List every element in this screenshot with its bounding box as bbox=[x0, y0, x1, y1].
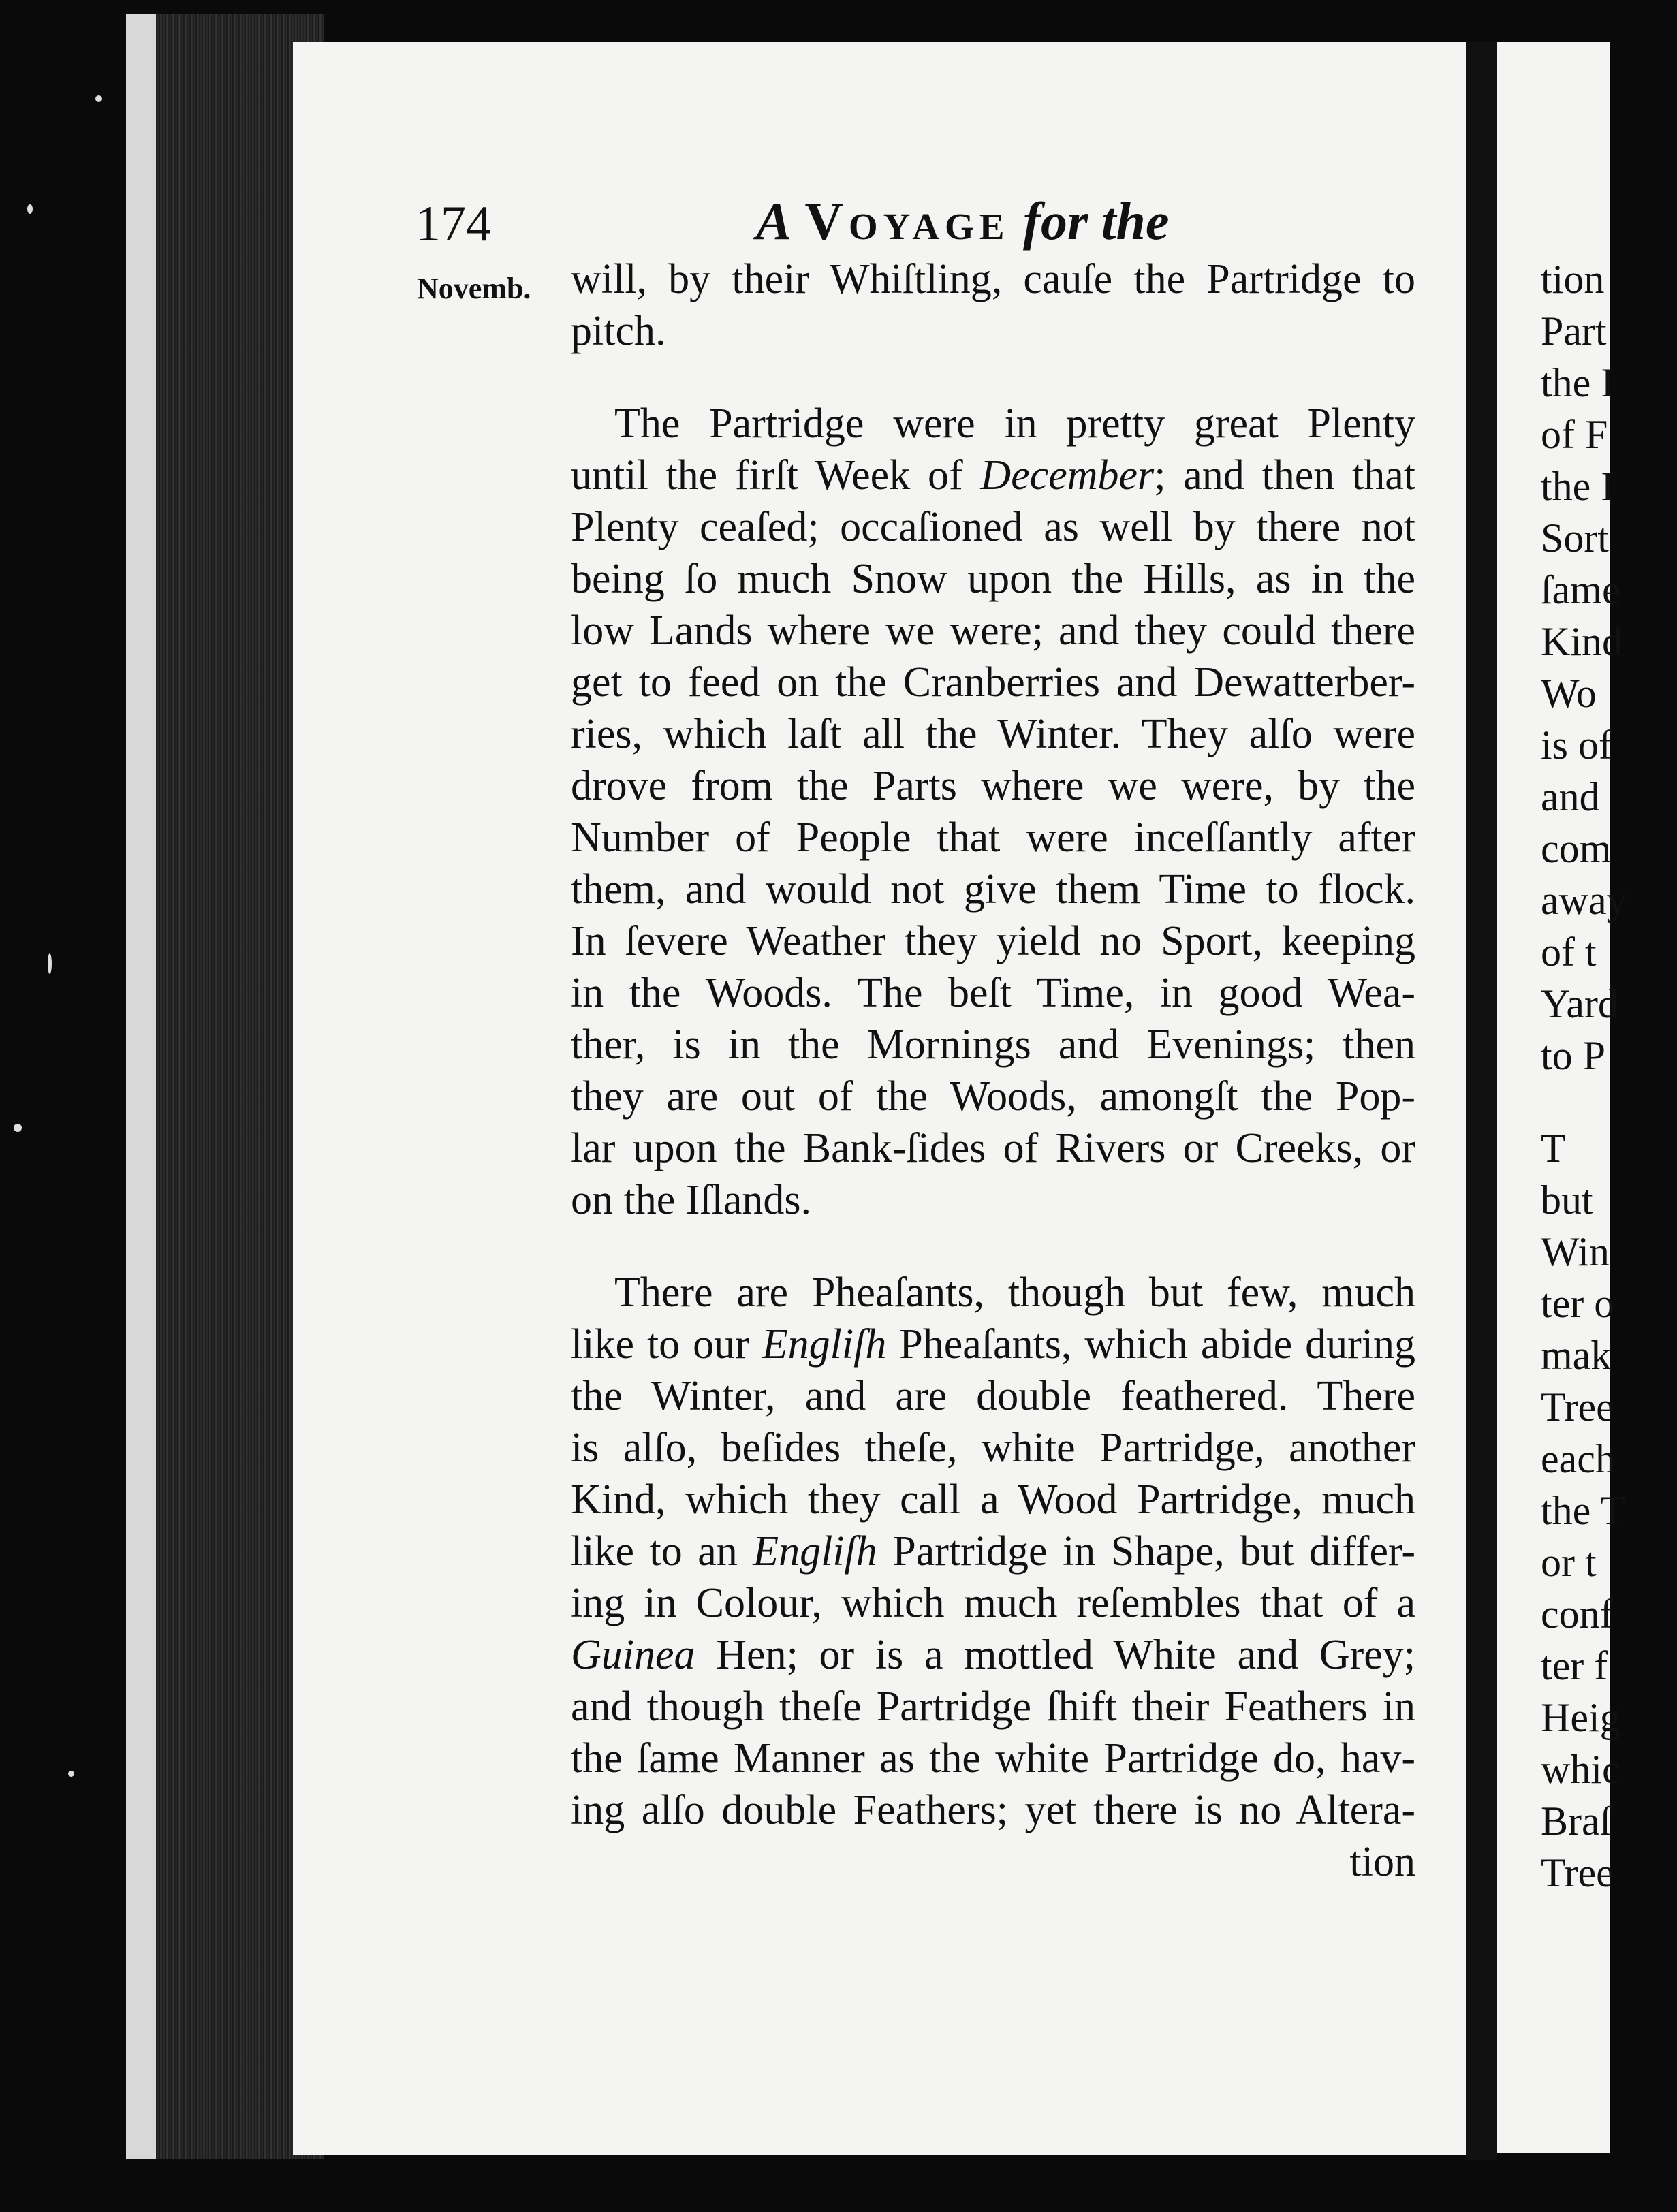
scan-speck bbox=[48, 953, 52, 974]
right-page-line: com bbox=[1541, 826, 1612, 871]
right-page-line: Braſ bbox=[1541, 1799, 1612, 1844]
paragraph-gap bbox=[571, 1226, 1415, 1267]
marginal-date-note: Novemb. bbox=[417, 272, 531, 305]
text-line: will, by their Whiſtling, cauſe the Partridge to bbox=[571, 256, 1415, 302]
right-page-line: ter o bbox=[1541, 1281, 1615, 1326]
running-title-main: Voyage bbox=[804, 191, 1010, 251]
right-page-line: and bbox=[1541, 774, 1600, 819]
right-page-line: Tree bbox=[1541, 1385, 1614, 1429]
text-line: the ſame Manner as the white Partridge do, hav- bbox=[571, 1735, 1415, 1782]
right-page-line: the T bbox=[1541, 1488, 1625, 1533]
right-page-line: T bbox=[1541, 1126, 1566, 1171]
right-page-line: Sort bbox=[1541, 516, 1610, 560]
body-text bbox=[571, 253, 1415, 1888]
right-page-line: Win bbox=[1541, 1229, 1610, 1274]
text-line: until the firſt Week of December; and then that bbox=[571, 452, 1415, 499]
right-page-line: the I bbox=[1541, 360, 1615, 405]
right-page-line: each bbox=[1541, 1436, 1616, 1481]
text-line: ther, is in the Mornings and Evenings; then bbox=[571, 1022, 1415, 1068]
right-page-line: conf bbox=[1541, 1592, 1614, 1637]
running-head bbox=[416, 178, 1437, 260]
text-line: The Partridge were in pretty great Plenty bbox=[614, 400, 1415, 447]
text-line: Guinea Hen; or is a mottled White and Grey; bbox=[571, 1632, 1415, 1678]
book-edge-strip bbox=[126, 14, 156, 2159]
text-line: ing in Colour, which much reſembles that of a bbox=[571, 1580, 1415, 1626]
right-page-line: is of bbox=[1541, 723, 1612, 768]
running-title-prefix: A bbox=[756, 191, 792, 251]
text-line: In ſevere Weather they yield no Sport, keeping bbox=[571, 918, 1415, 964]
text-line: they are out of the Woods, amongſt the Pop- bbox=[571, 1073, 1415, 1120]
right-page-line: Heig bbox=[1541, 1695, 1620, 1740]
right-page-line: or t bbox=[1541, 1540, 1597, 1585]
right-page-line: Kind bbox=[1541, 619, 1623, 664]
text-line: like to an Engliſh Partridge in Shape, but differ- bbox=[571, 1528, 1416, 1575]
text-line: drove from the Parts where we were, by the bbox=[571, 763, 1415, 809]
right-page-line: Part bbox=[1541, 309, 1607, 353]
text-line: is alſo, beſides theſe, white Partridge, another bbox=[571, 1425, 1415, 1471]
right-page-line: Tree bbox=[1541, 1850, 1614, 1895]
right-page-line: of F bbox=[1541, 412, 1608, 457]
text-line: ing alſo double Feathers; yet there is no Altera- bbox=[571, 1787, 1415, 1833]
text-line: like to our Engliſh Pheaſants, which abide during bbox=[571, 1321, 1415, 1368]
text-line: There are Pheaſants, though but few, much bbox=[614, 1269, 1415, 1316]
right-page-text bbox=[1541, 253, 1677, 1899]
right-page-line: ſame bbox=[1541, 567, 1620, 612]
text-line: Plenty ceaſed; occaſioned as well by there not bbox=[571, 504, 1415, 550]
paragraph-gap bbox=[1541, 1081, 1677, 1122]
right-page-line: ter f bbox=[1541, 1643, 1608, 1688]
page-number: 174 bbox=[416, 196, 491, 252]
scan-speck bbox=[14, 1124, 22, 1132]
right-page-line: Yard bbox=[1541, 981, 1618, 1026]
running-title bbox=[756, 191, 1170, 251]
right-page-line: mak bbox=[1541, 1333, 1612, 1378]
text-line: Kind, which they call a Wood Partridge, much bbox=[571, 1476, 1415, 1523]
text-line: being ſo much Snow upon the Hills, as in the bbox=[571, 556, 1415, 602]
text-line: low Lands where we were; and they could there bbox=[571, 607, 1415, 654]
text-line: on the Iſlands. bbox=[571, 1177, 811, 1223]
right-page-line: away bbox=[1541, 878, 1627, 923]
right-page-line: the I bbox=[1541, 464, 1615, 509]
book-gutter bbox=[1466, 42, 1497, 2160]
running-title-suffix: for the bbox=[1023, 191, 1170, 251]
text-line: and though theſe Partridge ſhift their Feathers in bbox=[571, 1684, 1415, 1730]
text-line: pitch. bbox=[571, 308, 666, 354]
right-page-line: Wo bbox=[1541, 671, 1597, 716]
right-page-line: whic bbox=[1541, 1747, 1620, 1792]
paragraph-gap bbox=[571, 357, 1415, 398]
text-line: in the Woods. The beſt Time, in good Wea- bbox=[571, 970, 1415, 1016]
right-page-line: to P bbox=[1541, 1033, 1606, 1078]
text-line: get to feed on the Cranberries and Dewatterber- bbox=[571, 659, 1415, 706]
right-page-line: but bbox=[1541, 1178, 1593, 1222]
catchword: tion bbox=[1349, 1839, 1415, 1885]
text-line: Number of People that were inceſſantly after bbox=[571, 815, 1415, 861]
text-line: ries, which laſt all the Winter. They alſo were bbox=[571, 711, 1415, 757]
scan-speck bbox=[27, 204, 33, 214]
text-line: lar upon the Bank-ſides of Rivers or Creeks, or bbox=[571, 1125, 1415, 1171]
text-line: them, and would not give them Time to flock. bbox=[571, 866, 1415, 913]
right-page-line: of t bbox=[1541, 930, 1597, 975]
right-page-line: tion bbox=[1541, 257, 1605, 302]
text-line: the Winter, and are double feathered. There bbox=[571, 1373, 1415, 1419]
scan-speck bbox=[95, 95, 102, 102]
scan-speck bbox=[68, 1771, 74, 1777]
